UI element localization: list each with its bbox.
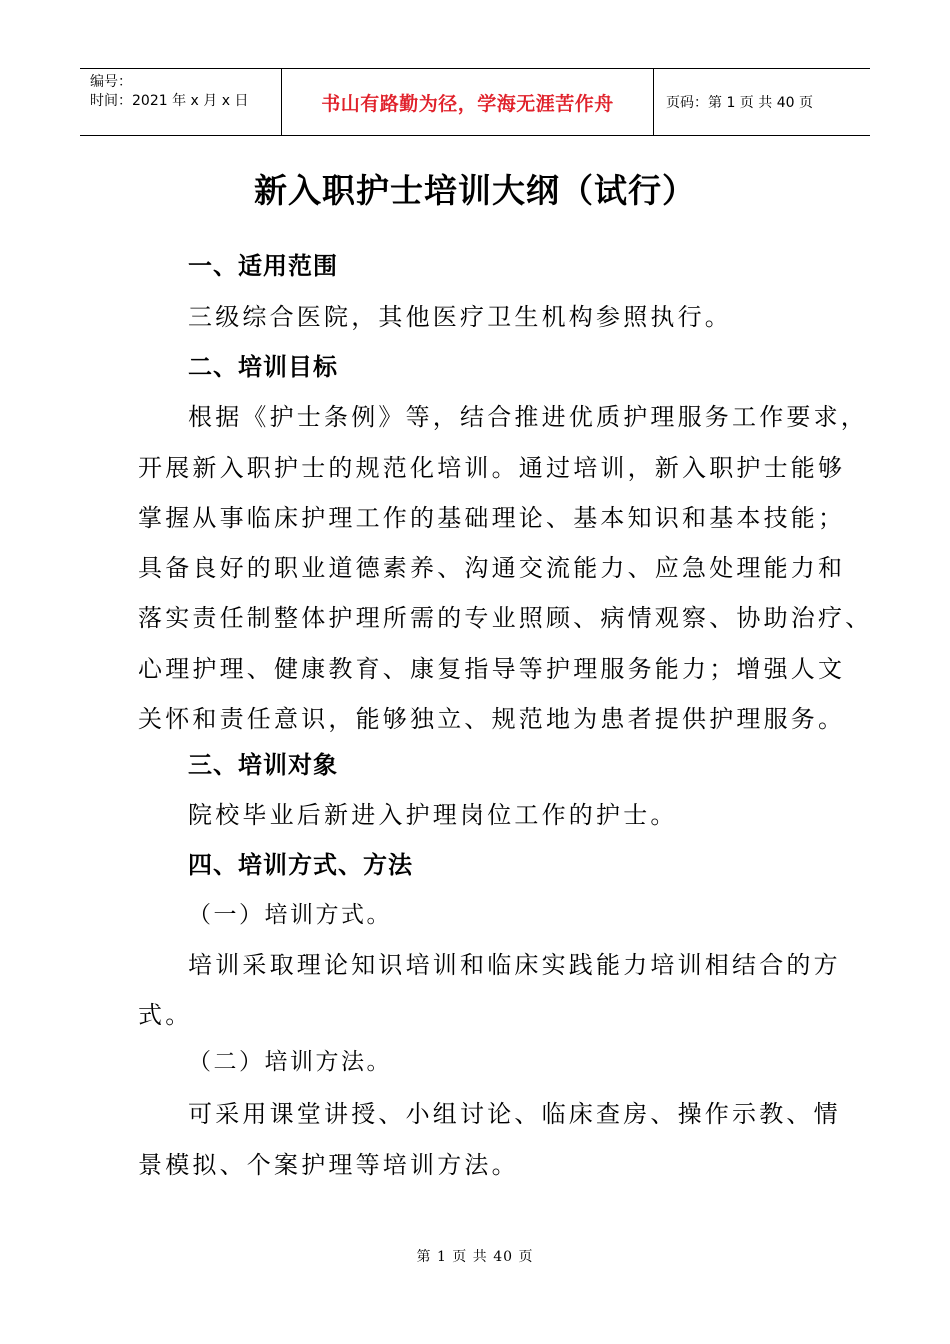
paragraph-line: 具备良好的职业道德素养、沟通交流能力、应急处理能力和	[138, 554, 846, 582]
section-heading-goal: 二、培训目标	[188, 353, 338, 381]
paragraph-line: 落实责任制整体护理所需的专业照顾、病情观察、协助治疗、	[138, 604, 873, 632]
paragraph-line: 根据《护士条例》等，结合推进优质护理服务工作要求，	[188, 403, 868, 431]
document-number-label: 编号：	[90, 74, 132, 90]
header-motto: 书山有路勤为径，学海无涯苦作舟	[282, 69, 654, 135]
paragraph-line: 关怀和责任意识，能够独立、规范地为患者提供护理服务。	[138, 705, 846, 733]
paragraph-line: 三级综合医院，其他医疗卫生机构参照执行。	[188, 303, 732, 331]
page-header-table	[80, 68, 870, 136]
section-heading-target: 三、培训对象	[188, 751, 338, 779]
paragraph-line: 院校毕业后新进入护理岗位工作的护士。	[188, 801, 678, 829]
page-footer-number: 第 1 页 共 40 页	[416, 1249, 534, 1265]
paragraph-line: 式。	[138, 1001, 193, 1029]
section-heading-method: 四、培训方式、方法	[188, 851, 413, 879]
subsection-heading: （二）培训方法。	[188, 1049, 392, 1075]
header-meta-cell	[80, 69, 282, 135]
paragraph-line: 可采用课堂讲授、小组讨论、临床查房、操作示教、情	[188, 1100, 841, 1128]
section-heading-scope: 一、适用范围	[188, 252, 338, 280]
document-title: 新入职护士培训大纲（试行）	[254, 171, 696, 210]
paragraph-line: 掌握从事临床护理工作的基础理论、基本知识和基本技能；	[138, 504, 846, 532]
paragraph-line: 开展新入职护士的规范化培训。通过培训，新入职护士能够	[138, 454, 846, 482]
subsection-heading: （一）培训方式。	[188, 902, 392, 928]
document-date-label: 时间：2021 年 x 月 x 日	[90, 93, 249, 109]
paragraph-line: 景模拟、个案护理等培训方法。	[138, 1151, 519, 1179]
header-page-info: 页码：第 1 页 共 40 页	[666, 95, 813, 111]
paragraph-line: 培训采取理论知识培训和临床实践能力培训相结合的方	[188, 951, 841, 979]
paragraph-line: 心理护理、健康教育、康复指导等护理服务能力；增强人文	[138, 655, 846, 683]
